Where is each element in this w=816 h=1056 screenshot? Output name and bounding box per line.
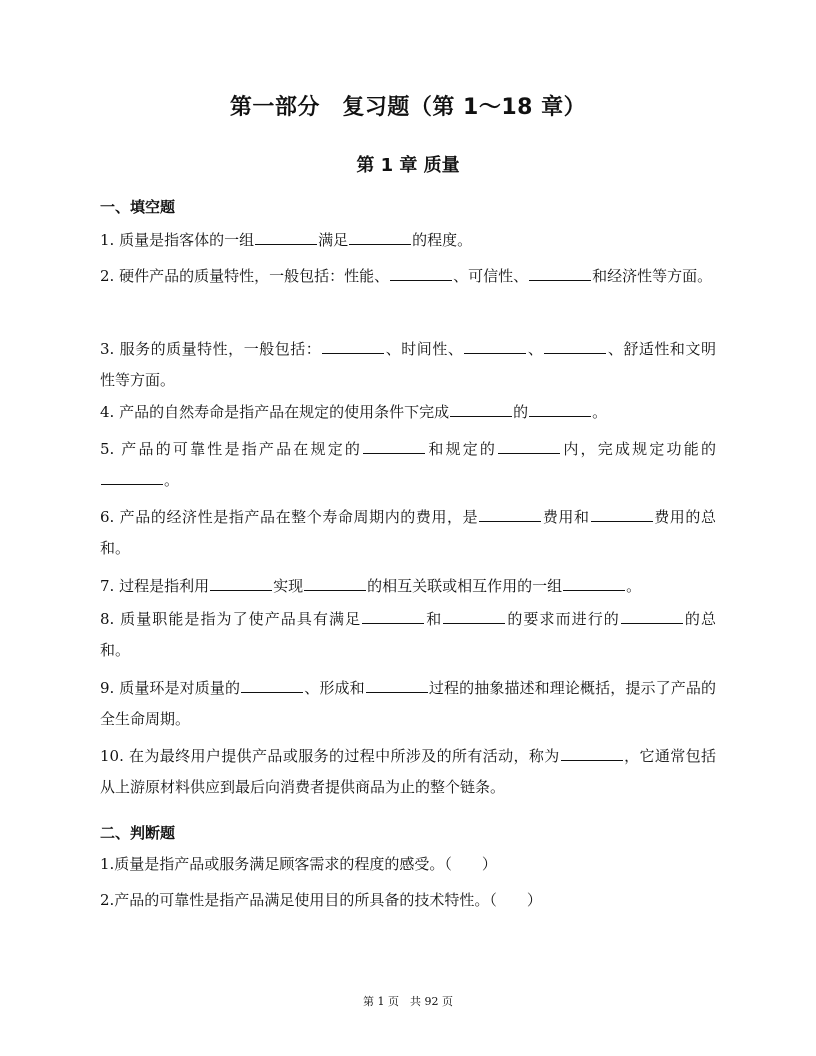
answer-blank[interactable] [363, 452, 425, 454]
chapter-heading: 第 1 章 质量 [356, 155, 460, 176]
answer-blank[interactable] [241, 691, 303, 693]
answer-blank[interactable] [390, 279, 452, 281]
answer-blank[interactable] [322, 352, 384, 354]
question-9: 9. 质量环是对质量的 、形成和 过程的抽象描述和理论概括，提示了产品的全生命周期。 [100, 679, 716, 728]
answer-blank[interactable] [101, 483, 163, 485]
question-6: 6. 产品的经济性是指产品在整个寿命周期内的费用，是 费用和 费用的总和。 [100, 508, 716, 557]
answer-blank[interactable] [529, 279, 591, 281]
question-5: 5. 产品的可靠性是指产品在规定的 和规定的 内，完成规定功能的。 [100, 440, 716, 489]
question-10: 10. 在为最终用户提供产品或服务的过程中所涉及的所有活动，称为 ，它通常包括从上游原材料供应到最后向消费者提供商品为止的整个链条。 [100, 747, 716, 796]
question-8: 8. 质量职能是指为了使产品具有满足 和 的要求而进行的 的总和。 [100, 610, 716, 659]
answer-blank[interactable] [561, 759, 623, 761]
answer-blank[interactable] [529, 415, 591, 417]
section-heading-true-false: 二、判断题 [100, 824, 176, 842]
answer-blank[interactable] [498, 452, 560, 454]
question-1: 1. 质量是指客体的一组 满足 的程度。 [100, 231, 473, 249]
answer-blank[interactable] [362, 622, 424, 624]
answer-blank[interactable] [443, 622, 505, 624]
judgment-question-1: 1.质量是指产品或服务满足顾客需求的程度的感受。（ ） [100, 855, 497, 873]
page-footer: 第 1 页 共 92 页 [363, 995, 453, 1008]
answer-blank[interactable] [591, 520, 653, 522]
section-heading-fill-in: 一、填空题 [100, 198, 176, 216]
answer-blank[interactable] [544, 352, 606, 354]
question-4: 4. 产品的自然寿命是指产品在规定的使用条件下完成 的 。 [100, 403, 608, 421]
answer-blank[interactable] [304, 589, 366, 591]
judgment-question-2: 2.产品的可靠性是指产品满足使用目的所具备的技术特性。（ ） [100, 891, 542, 909]
answer-blank[interactable] [450, 415, 512, 417]
question-2: 2. 硬件产品的质量特性，一般包括：性能、 、可信性、 和经济性等方面。 [100, 267, 713, 285]
answer-blank[interactable] [255, 243, 317, 245]
answer-blank[interactable] [621, 622, 683, 624]
answer-blank[interactable] [210, 589, 272, 591]
answer-blank[interactable] [479, 520, 541, 522]
question-3: 3. 服务的质量特性，一般包括： 、时间性、 、 、舒适性和文明性等方面。 [100, 340, 716, 389]
answer-blank[interactable] [366, 691, 428, 693]
answer-blank[interactable] [563, 589, 625, 591]
page-title: 第一部分 复习题（第 1～18 章） [229, 95, 587, 120]
answer-blank[interactable] [349, 243, 411, 245]
answer-blank[interactable] [464, 352, 526, 354]
question-7: 7. 过程是指利用 实现 的相互关联或相互作用的一组 。 [100, 577, 642, 595]
